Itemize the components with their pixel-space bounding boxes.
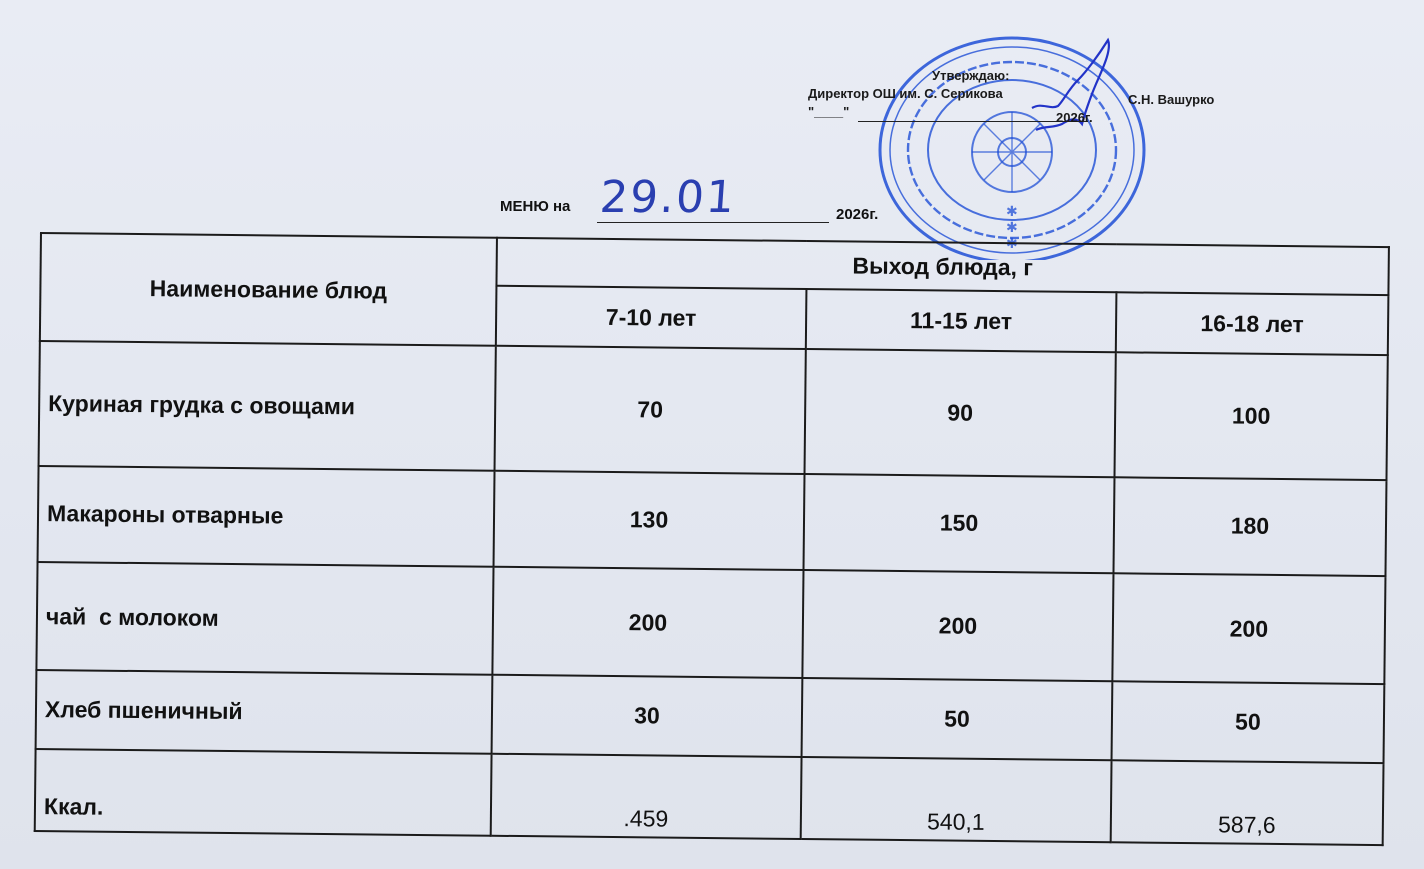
header-age-11-15: 11-15 лет [806,289,1117,352]
approval-director-name: С.Н. Вашурко [1128,92,1215,107]
svg-text:✱: ✱ [1006,204,1018,220]
svg-text:✱: ✱ [1006,220,1018,236]
table-row [39,341,1388,480]
approval-date-line [858,121,1088,122]
kcal-row [35,749,1384,845]
header-age-16-18: 16-18 лет [1116,292,1389,355]
approval-title: Утверждаю: [932,68,1010,83]
table-row [38,466,1387,576]
value-16-18: 50 [1112,682,1385,763]
menu-prefix: МЕНЮ на [500,198,571,215]
value-16-18: 200 [1112,573,1385,684]
official-stamp [872,20,1152,260]
value-11-15: 90 [805,349,1116,477]
header-output: Выход блюда, г [496,238,1388,295]
approval-director: Директор ОШ им. С. Серикова [808,86,1003,101]
menu-date-handwritten: 29.01 [598,172,738,223]
value-11-15: 200 [802,570,1113,682]
value-11-15: 150 [804,474,1115,574]
dish-name: Макароны отварные [38,466,495,567]
approval-date-quote: "____" [808,104,850,119]
dish-name: Куриная грудка с овощами [39,341,496,470]
menu-date-underline [597,222,829,223]
kcal-11-15: 540,1 [801,757,1112,843]
value-16-18: 100 [1114,353,1387,480]
value-7-10: 200 [492,567,803,679]
kcal-16-18: 587,6 [1111,760,1384,845]
value-11-15: 50 [802,678,1113,759]
approval-year: 2026г. [1056,110,1093,125]
header-age-7-10: 7-10 лет [496,286,807,349]
kcal-7-10: .459 [491,753,802,839]
menu-year: 2026г. [836,206,879,223]
dish-name: Хлеб пшеничный [36,670,493,753]
value-16-18: 180 [1113,477,1386,576]
kcal-label: Ккал. [35,749,492,836]
table-row [36,562,1385,684]
value-7-10: 30 [492,675,803,756]
svg-text:✱: ✱ [1006,236,1018,252]
menu-table [34,232,1390,846]
dish-name: чай с молоком [36,562,493,675]
value-7-10: 130 [494,471,805,571]
table-row [36,670,1385,762]
value-7-10: 70 [495,346,806,474]
header-dish: Наименование блюд [40,233,497,346]
